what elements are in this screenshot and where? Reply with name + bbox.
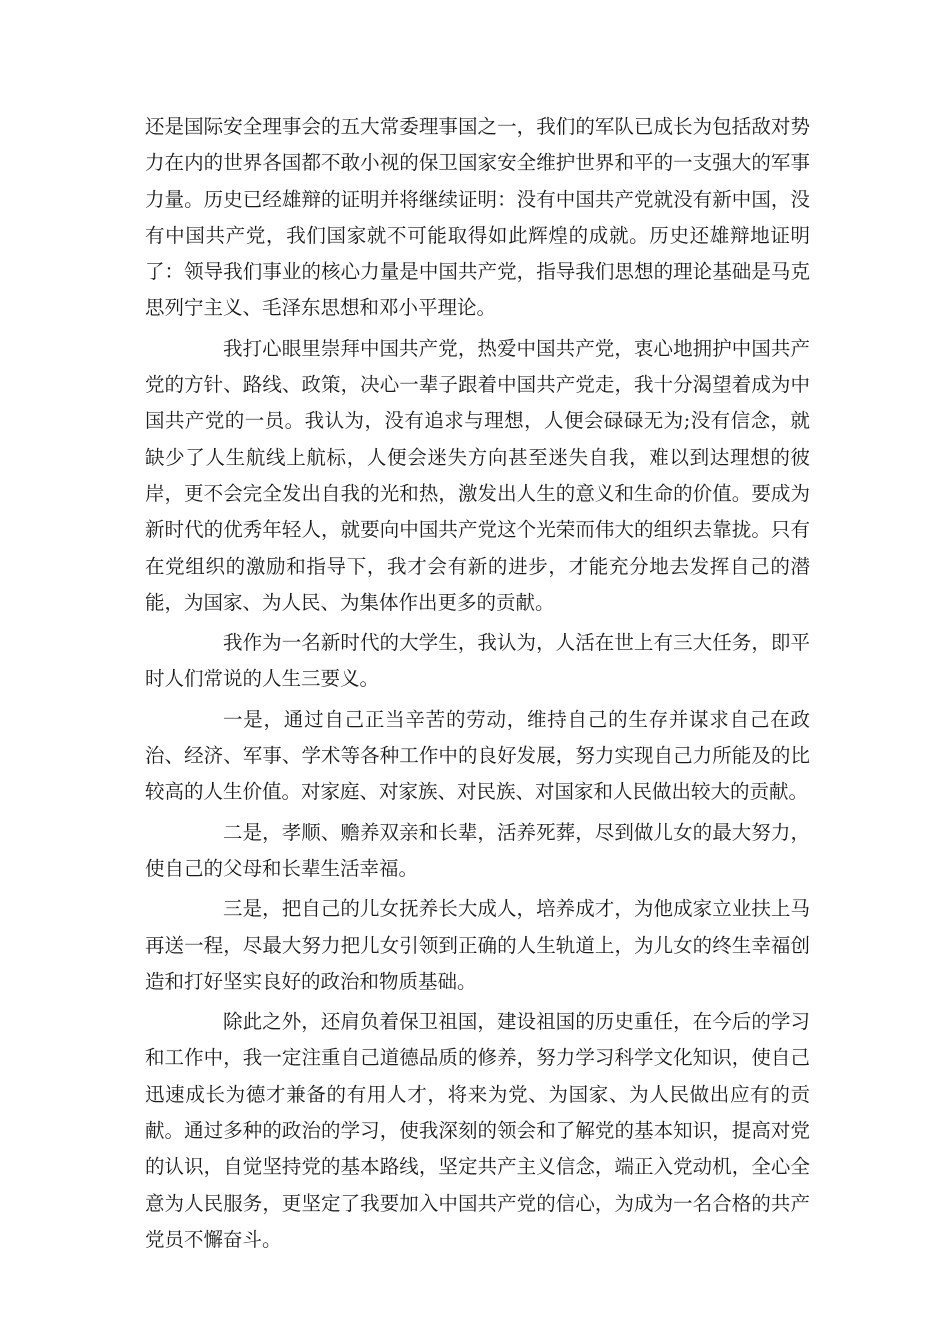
paragraph-3: 我作为一名新时代的大学生，我认为，人活在世上有三大任务，即平时人们常说的人生三要义。: [145, 631, 810, 691]
paragraph-1: 还是国际安全理事会的五大常委理事国之一，我们的军队已成长为包括敌对势力在内的世界各国都不敢小视的保卫国家安全维护世界和平的一支强大的军事力量。历史已经雄辩的证明并将继续证明：没有中国共产党就没有新中国，没有中国共产党，我们国家就不可能取得如此辉煌的成就。历史还雄辩地证明了：领导我们事业的核心力量是中国共产党，指导我们思想的理论基础是马克思列宁主义、毛泽东思想和邓小平理论。: [145, 115, 810, 320]
document-body: [145, 109, 810, 1262]
paragraph-6: 三是，把自己的儿女抚养长大成人，培养成才，为他成家立业扶上马再送一程，尽最大努力把儿女引领到正确的人生轨道上，为儿女的终生幸福创造和打好坚实良好的政治和物质基础。: [145, 897, 810, 993]
paragraph-7: 除此之外，还肩负着保卫祖国，建设祖国的历史重任，在今后的学习和工作中，我一定注重自己道德品质的修养，努力学习科学文化知识，使自己迅速成长为德才兼备的有用人才，将来为党、为国家、为人民做出应有的贡献。通过多种的政治的学习，使我深刻的领会和了解党的基本知识，提高对党的认识，自觉坚持党的基本路线，坚定共产主义信念，端正入党动机，全心全意为人民服务，更坚定了我要加入中国共产党的信心，为成为一名合格的共产党员不懈奋斗。: [145, 1010, 810, 1251]
paragraph-4: 一是，通过自己正当辛苦的劳动，维持自己的生存并谋求自己在政治、经济、军事、学术等各种工作中的良好发展，努力实现自己力所能及的比较高的人生价值。对家庭、对家族、对民族、对国家和人民做出较大的贡献。: [145, 707, 810, 804]
paragraph-5: 二是，孝顺、赡养双亲和长辈，活养死葬，尽到做儿女的最大努力，使自己的父母和长辈生活幸福。: [145, 820, 810, 880]
paragraph-2: 我打心眼里崇拜中国共产党，热爱中国共产党，衷心地拥护中国共产党的方针、路线、政策，决心一辈子跟着中国共产党走，我十分渴望着成为中国共产党的一员。我认为，没有追求与理想，人便会碌碌无为;没有信念，就缺少了人生航线上航标，人便会迷失方向甚至迷失自我，难以到达理想的彼岸，更不会完全发出自我的光和热，激发出人生的意义和生命的价值。要成为新时代的优秀年轻人，就要向中国共产党这个光荣而伟大的组织去靠拢。只有在党组织的激励和指导下，我才会有新的进步，才能充分地去发挥自己的潜能，为国家、为人民、为集体作出更多的贡献。: [145, 336, 810, 614]
